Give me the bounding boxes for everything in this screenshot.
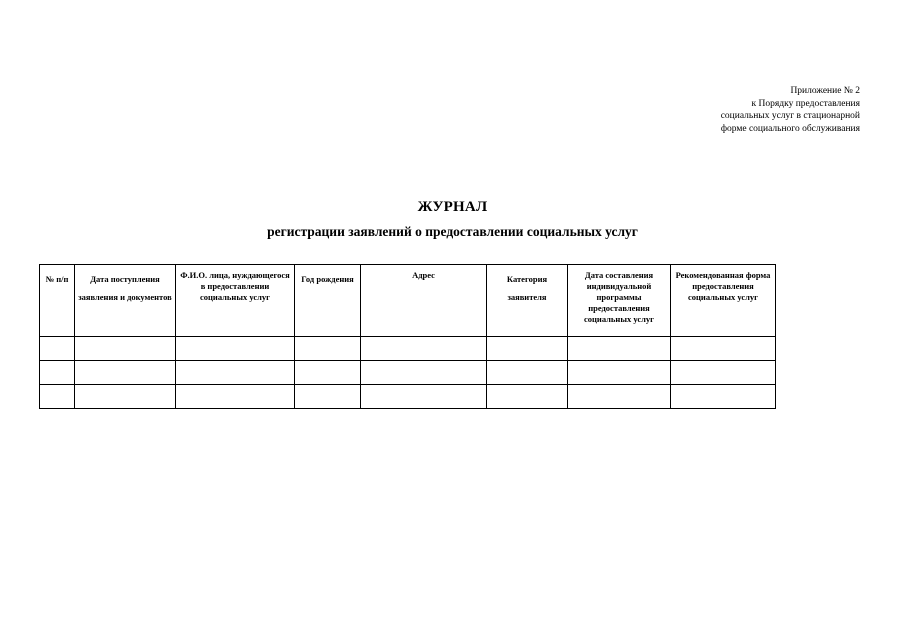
- column-header-recommended-form: Рекомендованная форма предоставления социальных услуг: [671, 265, 776, 337]
- document-subtitle: регистрации заявлений о предоставлении социальных услуг: [267, 224, 638, 239]
- appendix-line: к Порядку предоставления: [751, 98, 860, 109]
- table-cell: [40, 337, 75, 361]
- table-row: [40, 337, 776, 361]
- appendix-line: форме социального обслуживания: [720, 123, 860, 134]
- journal-table: [39, 264, 776, 409]
- table-cell: [361, 385, 487, 409]
- table-cell: [568, 337, 671, 361]
- table-cell: [487, 337, 568, 361]
- appendix-line: социальных услуг в стационарной: [720, 111, 860, 121]
- table-body: [40, 337, 776, 409]
- table-cell: [295, 337, 361, 361]
- column-header-program-date: Дата составления индивидуальной программы предоставления социальных услуг: [568, 265, 671, 337]
- appendix-note: [600, 85, 860, 135]
- table-cell: [176, 337, 295, 361]
- table-cell: [295, 361, 361, 385]
- table-cell: [40, 385, 75, 409]
- table-row: [40, 361, 776, 385]
- table-cell: [75, 337, 176, 361]
- table-cell: [361, 337, 487, 361]
- table-cell: [671, 361, 776, 385]
- table-cell: [75, 361, 176, 385]
- table-cell: [487, 361, 568, 385]
- table-cell: [671, 337, 776, 361]
- table-cell: [568, 361, 671, 385]
- table-cell: [176, 361, 295, 385]
- column-header-number: № п/п: [40, 265, 75, 337]
- table-cell: [75, 385, 176, 409]
- table-header-row: [40, 265, 776, 337]
- table-cell: [361, 361, 487, 385]
- column-header-full-name: Ф.И.О. лица, нуждающегося в предоставлении социальных услуг: [176, 265, 295, 337]
- column-header-receipt-date: Дата поступления заявления и документов: [75, 265, 176, 337]
- appendix-line: Приложение № 2: [790, 86, 860, 96]
- table-cell: [176, 385, 295, 409]
- table-cell: [568, 385, 671, 409]
- column-header-birth-year: Год рождения: [295, 265, 361, 337]
- table-row: [40, 385, 776, 409]
- column-header-applicant-category: Категория заявителя: [487, 265, 568, 337]
- table-cell: [295, 385, 361, 409]
- table-cell: [40, 361, 75, 385]
- column-header-address: Адрес: [361, 265, 487, 337]
- document-title: ЖУРНАЛ: [417, 199, 488, 215]
- table-cell: [487, 385, 568, 409]
- table-cell: [671, 385, 776, 409]
